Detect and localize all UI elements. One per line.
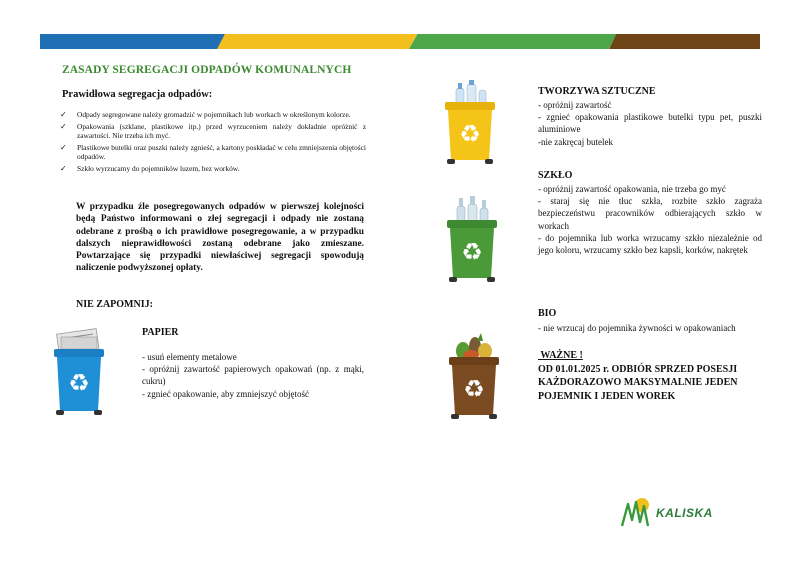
check-icon: ✓ [60,110,67,119]
check-icon: ✓ [60,121,67,131]
szklo-title: SZKŁO [538,170,573,181]
recycle-icon: ♻ [463,377,485,403]
rule-text: Szkło wyrzucamy do pojemników luzem, bez worków. [77,163,240,173]
plastic-bin-icon [443,78,499,166]
szklo-line: - staraj się nie tłuc szkła, rozbite szkło zagraża bezpieczeństwu pracowników odbierających szkło w workach [538,196,762,231]
list-item [60,122,366,141]
bio-title: BIO [538,308,557,319]
kaliska-logo-icon [620,496,660,530]
recycle-icon: ♻ [68,371,90,397]
papier-body [142,351,364,400]
bio-line: - nie wrzucaj do pojemnika żywności w opakowaniach [538,323,736,333]
rule-text: Plastikowe butelki oraz puszki należy zgnieść, a kartony poskładać w celu zmniejszenia objętości odpadów. [77,142,366,162]
list-item [60,110,366,120]
tworzywa-line: - opróżnij zawartość [538,100,612,110]
recycle-icon: ♻ [459,122,481,148]
glass-bin-icon [445,192,501,284]
notice-text: OD 01.01.2025 r. ODBIÓR SPRZED POSESJI KAŻDORAZOWO MAKSYMALNIE JEDEN POJEMNIK I JEDEN WOREK [538,364,738,402]
logo-text: KALISKA [656,506,713,520]
szklo-line: - do pojemnika lub worka wrzucamy szkło niezależnie od jego koloru, wrzucamy szkło bez kapsli, korków, nakrętek [538,232,762,256]
rule-text: Opakowania (szklane, plastikowe itp.) przed wyrzuceniem należy dokładnie opróżnić z zawartości. Nie trzeba ich myć. [77,121,366,141]
check-icon: ✓ [60,163,67,173]
warning-paragraph: W przypadku źle posegregowanych odpadów w pierwszej kolejności będą Państwo informowani o złej segregacji i odpady nie zostaną odebrane z prośbą o ich prawidłowe posegregowanie, a w przypadku dalszych nieprawidłowości zostaną odebrane jako zmieszane. Powtarzające się przypadki niewłaściwej segregacji spowodują naliczenie podwyższonej opłaty. [76,202,364,274]
tworzywa-body [538,99,762,148]
list-item [60,164,366,174]
paper-bin-icon [52,325,108,417]
papier-line: - opróżnij zawartość papierowych opakowań (np. z mąki, cukru) [142,364,364,387]
header-band-yellow [217,34,417,49]
nie-zapomnij-heading: NIE ZAPOMNIJ: [76,299,153,310]
recycle-icon: ♻ [461,240,483,266]
rules-list [60,110,366,176]
check-icon: ✓ [60,142,67,152]
section-subtitle: Prawidłowa segregacja odpadów: [62,89,213,100]
papier-title: PAPIER [142,327,179,338]
header-band-blue [40,34,225,49]
header-band-green [409,34,617,49]
wazne-label: WAŻNE ! [538,350,583,361]
page-title: ZASADY SEGREGACJI ODPADÓW KOMUNALNYCH [62,64,352,76]
szklo-body [538,183,762,256]
bio-bin-icon [447,333,503,421]
papier-line: - usuń elementy metalowe [142,352,237,362]
papier-line: - zgnieć opakowanie, aby zmniejszyć objętość [142,388,309,399]
header-band-brown [609,34,760,49]
list-item [60,143,366,162]
szklo-line: - opróżnij zawartość opakowania, nie trzeba go myć [538,184,726,194]
rule-text: Odpady segregowane należy gromadzić w pojemnikach lub workach w określonym kolorze. [77,110,351,119]
tworzywa-title: TWORZYWA SZTUCZNE [538,86,656,97]
tworzywa-line: -nie zakręcaj butelek [538,136,613,147]
tworzywa-line: - zgnieć opakowania plastikowe butelki typu pet, puszki aluminiowe [538,112,762,135]
